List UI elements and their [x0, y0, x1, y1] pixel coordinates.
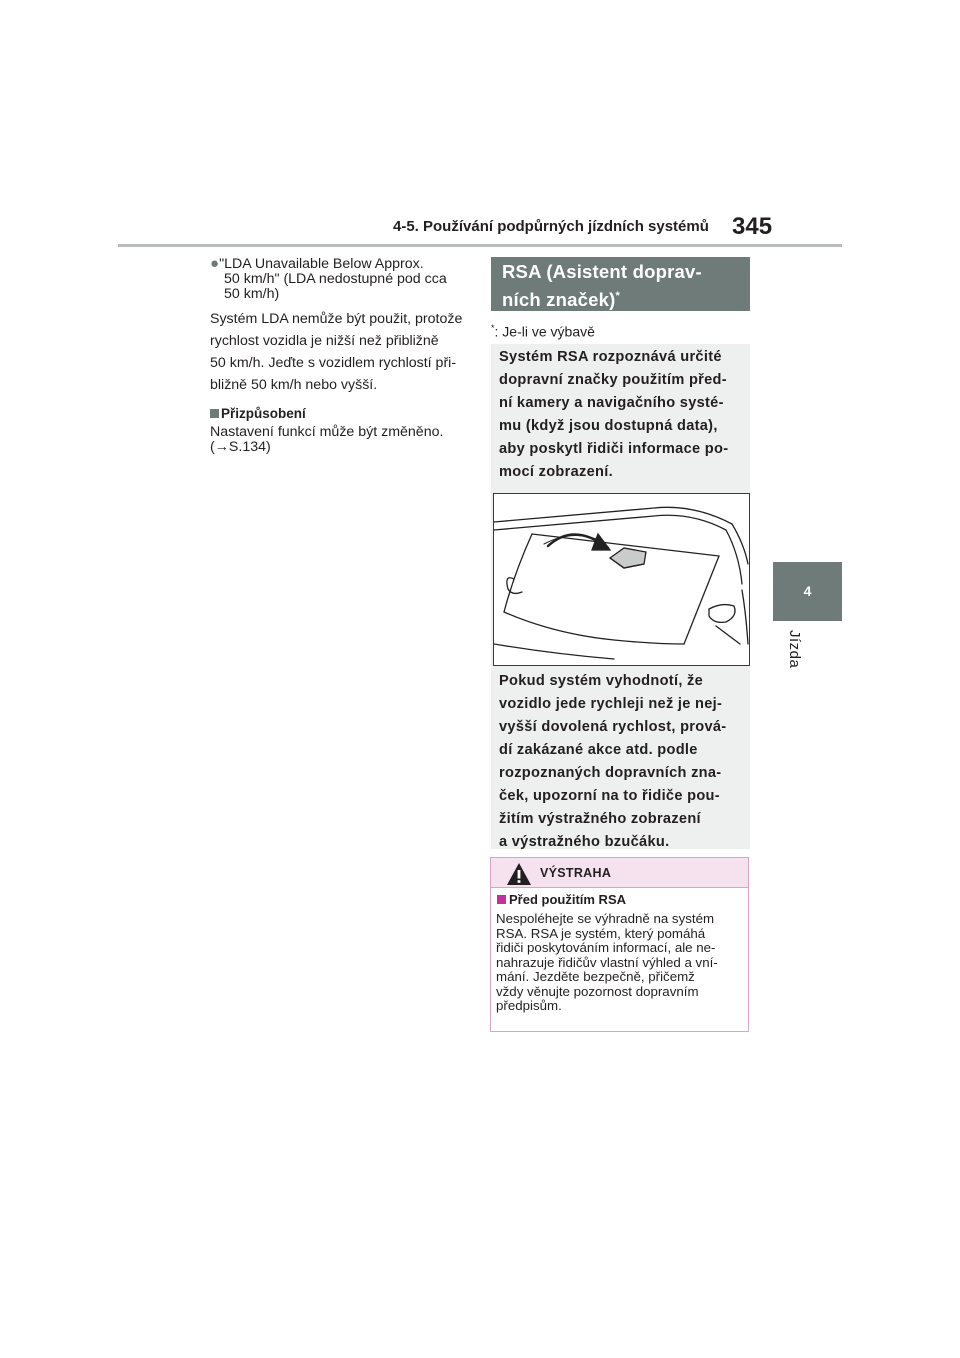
- warning-title: VÝSTRAHA: [540, 866, 612, 880]
- left-column: [210, 256, 466, 455]
- square-bullet-icon: [210, 409, 219, 418]
- customization-heading: Přizpůsobení: [210, 406, 466, 421]
- bullet-icon: ●: [210, 255, 220, 272]
- header-divider: [118, 244, 842, 247]
- square-bullet-icon: [497, 895, 506, 904]
- rsa-title: RSA (Asistent doprav- ních značek)*: [502, 261, 702, 311]
- message-line-2: 50 km/h" (LDA nedostupné pod cca: [224, 271, 447, 287]
- page-number: 345: [732, 213, 773, 240]
- chapter-number: 4: [803, 583, 812, 599]
- warning-triangle-icon: [506, 862, 532, 886]
- section-title: 4-5. Používání podpůrných jízdních systémů: [393, 218, 709, 235]
- customization-line: Nastavení funkcí může být změněno.: [210, 424, 444, 440]
- warning-text: Nespoléhejte se výhradně na systém RSA. RSA je systém, který pomáhá řidiči poskytováním informací, ale ne- nahrazuje řidičův vlastní výhled a vní- mání. Jezděte bezpečně, přičemž vždy věnujte pozornost dopravním předpisům.: [496, 911, 718, 1013]
- explanation-line: bližně 50 km/h nebo vyšší.: [210, 377, 378, 393]
- explanation-line: rychlost vozidla je nižší než přibližně: [210, 333, 439, 349]
- rsa-outro: Pokud systém vyhodnotí, že vozidlo jede rychleji než je nej- vyšší dovolená rychlost, prová- dí zakázané akce atd. podle rozpoznaných dopravních zna- ček, upozorní na to řidiče pou- žitím výstražného zobrazení a výstražného bzučáku.: [499, 673, 727, 850]
- message-line-1: ●"LDA Unavailable Below Approx.: [210, 255, 424, 272]
- customization-link[interactable]: (→S.134): [210, 439, 271, 455]
- message-line-3: 50 km/h): [224, 286, 280, 302]
- equipment-footnote: *: Je-li ve výbavě: [491, 323, 595, 340]
- chapter-name: Jízda: [786, 630, 803, 669]
- windshield-camera-illustration: [493, 493, 750, 666]
- explanation-line: Systém LDA nemůže být použit, protože: [210, 311, 463, 327]
- explanation-line: 50 km/h. Jeďte s vozidlem rychlostí při-: [210, 355, 457, 371]
- warning-subheading: Před použitím RSA: [497, 892, 626, 907]
- rsa-intro: Systém RSA rozpoznává určité dopravní značky použitím před- ní kamery a navigačního systé- mu (když jsou dostupná data), aby poskytl řidiči informace po- mocí zobrazení.: [499, 349, 729, 480]
